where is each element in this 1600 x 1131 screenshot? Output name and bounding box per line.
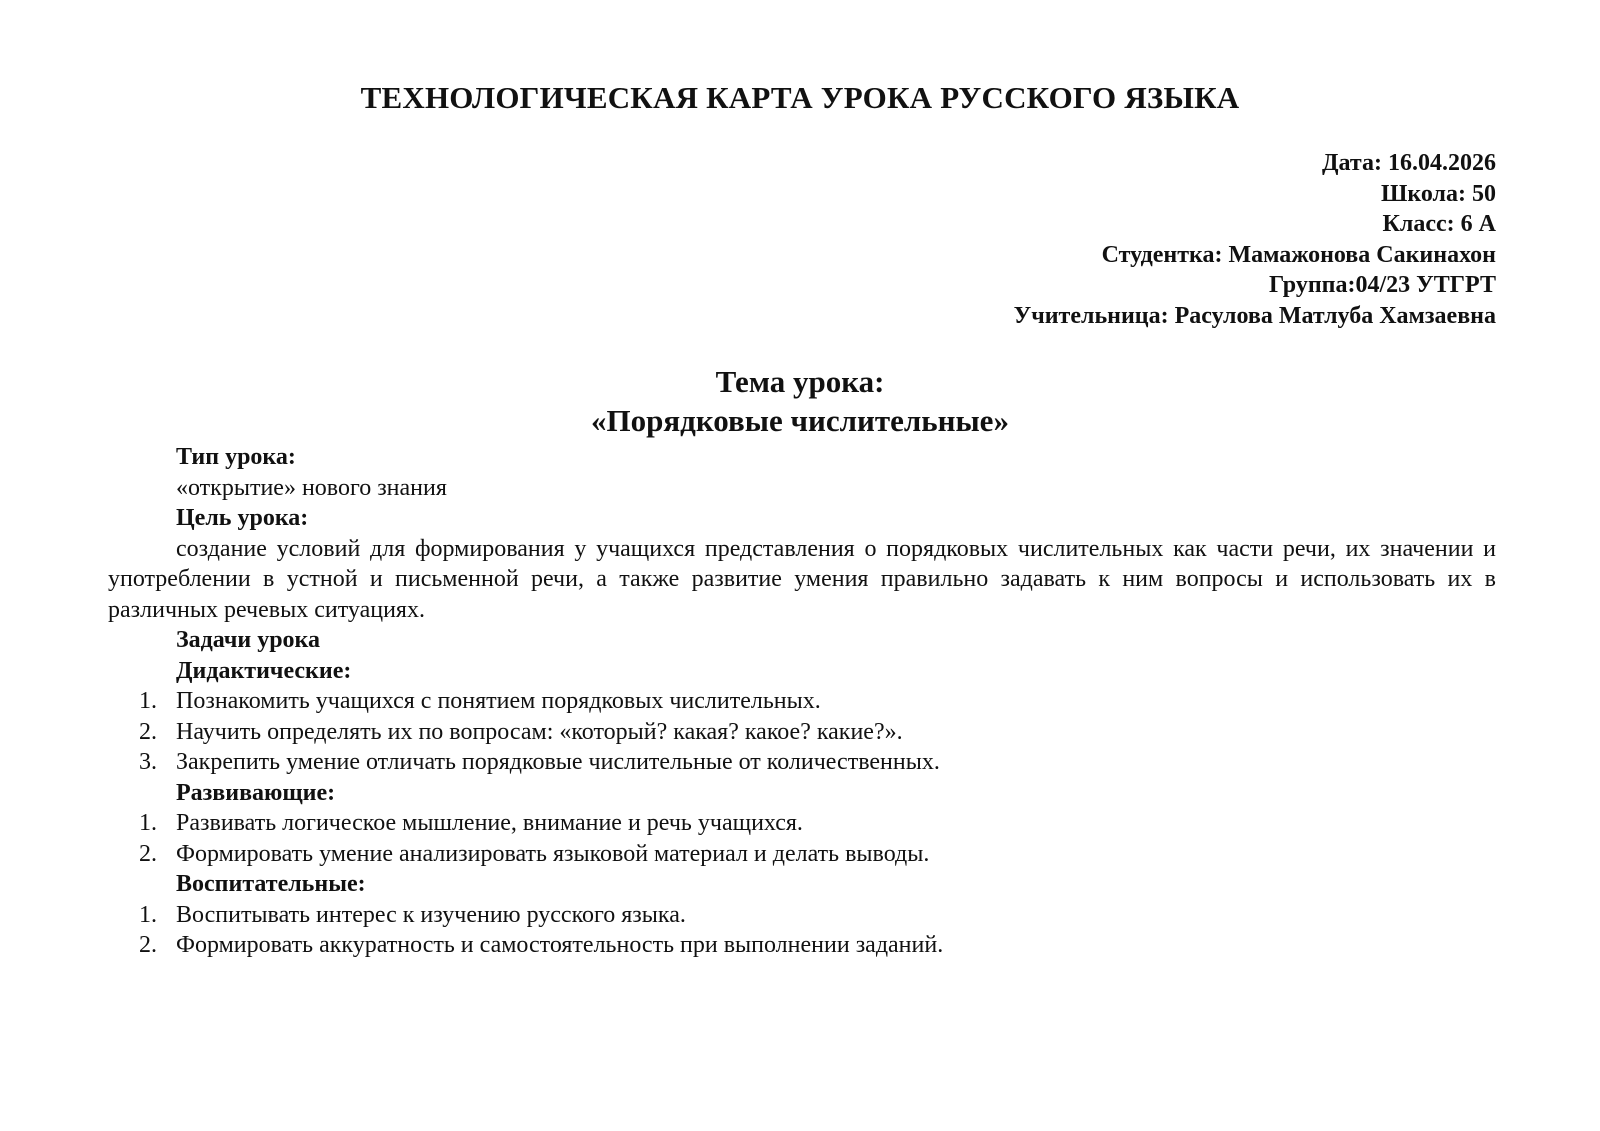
goal-text: создание условий для формирования у учащихся представления о порядковых числительных как части речи, их значении и употреблении в устной и письменной речи, а также развитие умения правильно задавать к ним вопросы и использовать их в различных речевых ситуациях. bbox=[108, 535, 1496, 623]
list-item bbox=[108, 808, 1496, 839]
list-item bbox=[108, 747, 1496, 778]
list-item bbox=[108, 900, 1496, 931]
list-item-text: Закрепить умение отличать порядковые числительные от количественных. bbox=[176, 749, 940, 775]
list-number: 2. bbox=[139, 840, 157, 867]
meta-school: Школа: 50 bbox=[1380, 180, 1496, 207]
list-item bbox=[108, 930, 1496, 961]
document-title: ТЕХНОЛОГИЧЕСКАЯ КАРТА УРОКА РУССКОГО ЯЗЫКА bbox=[360, 80, 1240, 115]
list-item-text: Познакомить учащихся с понятием порядковых числительных. bbox=[176, 688, 821, 714]
developing-label: Развивающие: bbox=[176, 779, 336, 806]
educational-label: Воспитательные: bbox=[176, 871, 366, 897]
list-item-text: Воспитывать интерес к изучению русского языка. bbox=[176, 901, 686, 928]
educational-list bbox=[108, 900, 1496, 961]
meta-teacher: Учительница: Расулова Матлуба Хамзаевна bbox=[1013, 302, 1496, 329]
meta-date: Дата: 16.04.2026 bbox=[1322, 150, 1496, 176]
developing-list bbox=[108, 808, 1496, 869]
didactic-list bbox=[108, 686, 1496, 778]
list-item-text: Научить определять их по вопросам: «который? какая? какое? какие?». bbox=[176, 718, 903, 745]
list-item bbox=[108, 839, 1496, 870]
list-item-text: Развивать логическое мышление, внимание и речь учащихся. bbox=[176, 810, 803, 836]
meta-student: Студентка: Мамажонова Сакинахон bbox=[1101, 241, 1496, 268]
topic-label: Тема урока: bbox=[715, 364, 885, 399]
list-number: 1. bbox=[139, 688, 157, 714]
goal-label: Цель урока: bbox=[176, 505, 309, 531]
list-item bbox=[108, 686, 1496, 717]
lesson-type-label: Тип урока: bbox=[176, 444, 296, 470]
list-number: 3. bbox=[139, 749, 157, 775]
list-item-text: Формировать умение анализировать языковой материал и делать выводы. bbox=[176, 840, 930, 867]
lesson-topic-block bbox=[0, 362, 1600, 440]
list-item-text: Формировать аккуратность и самостоятельность при выполнении заданий. bbox=[176, 932, 944, 958]
list-number: 1. bbox=[139, 901, 157, 928]
meta-group: Группа:04/23 УТГРТ bbox=[1269, 272, 1496, 298]
tasks-label: Задачи урока bbox=[176, 627, 321, 653]
topic-title: «Порядковые числительные» bbox=[591, 403, 1009, 438]
meta-class: Класс: 6 А bbox=[1382, 211, 1496, 237]
lesson-type-value: «открытие» нового знания bbox=[176, 474, 447, 501]
lesson-meta bbox=[1014, 148, 1496, 331]
list-number: 1. bbox=[139, 810, 157, 836]
list-item bbox=[108, 717, 1496, 748]
list-number: 2. bbox=[139, 932, 157, 958]
list-number: 2. bbox=[139, 718, 157, 745]
didactic-label: Дидактические: bbox=[176, 657, 352, 684]
lesson-body bbox=[108, 442, 1496, 961]
